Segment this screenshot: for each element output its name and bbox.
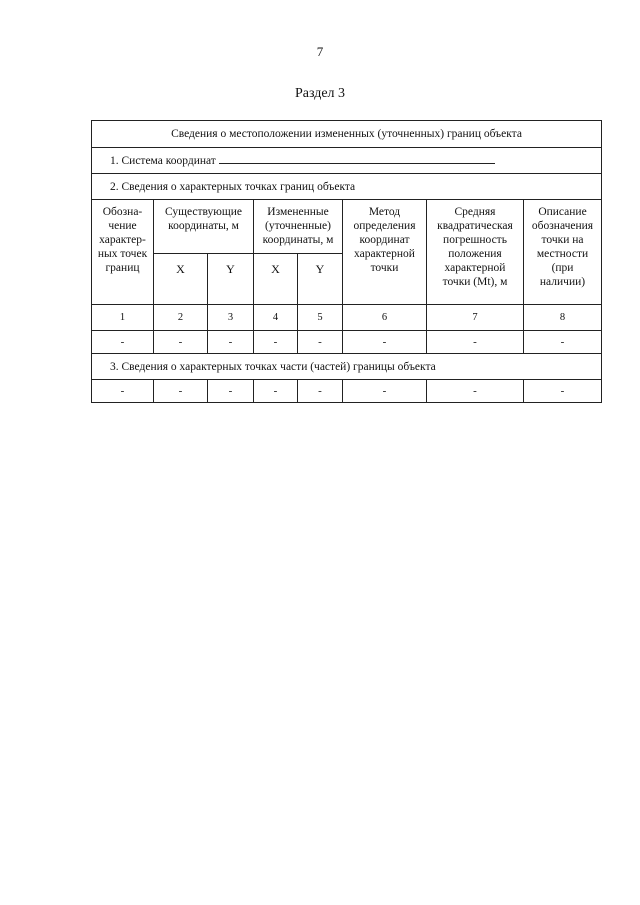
column-number: 1 [92, 305, 154, 331]
column-number: 4 [254, 305, 298, 331]
coordinate-system-row [92, 148, 602, 174]
table-cell: - [254, 380, 298, 403]
table-cell: - [154, 380, 208, 403]
table-row [92, 331, 602, 354]
table-cell: - [92, 331, 154, 354]
header-mean-error: Средняя квадратическая погрешность положения характерной точки (Mt), м [427, 200, 524, 305]
table-cell: - [254, 331, 298, 354]
subheader-changed-y: Y [298, 254, 343, 305]
page-number: 7 [316, 44, 324, 59]
column-number: 7 [427, 305, 524, 331]
header-changed-coordinates: Измененные (уточненные) координаты, м [254, 200, 343, 254]
section-title: Раздел 3 [294, 86, 346, 101]
table-cell: - [208, 380, 254, 403]
table-row [92, 380, 602, 403]
boundary-table [91, 120, 602, 403]
column-number: 5 [298, 305, 343, 331]
header-description: Описание обозначения точки на местности (при наличии) [524, 200, 602, 305]
header-method: Метод определения координат характерной точки [343, 200, 427, 305]
table-cell: - [298, 331, 343, 354]
table-cell: - [427, 380, 524, 403]
table-cell: - [343, 380, 427, 403]
table-title: Сведения о местоположении измененных (уточненных) границ объекта [92, 121, 602, 148]
table-cell: - [208, 331, 254, 354]
table-cell: - [524, 380, 602, 403]
column-number-row [92, 305, 602, 331]
coordinate-system-label: 1. Система координат [110, 155, 216, 167]
subheader-existing-x: X [154, 254, 208, 305]
column-number: 8 [524, 305, 602, 331]
header-existing-coordinates: Существующие координаты, м [154, 200, 254, 254]
subheader-existing-y: Y [208, 254, 254, 305]
coordinate-system-blank [219, 153, 495, 164]
table-cell: - [524, 331, 602, 354]
column-number: 6 [343, 305, 427, 331]
header-point-designation: Обозна- чение характер- ных точек границ [92, 200, 154, 305]
column-number: 3 [208, 305, 254, 331]
column-number: 2 [154, 305, 208, 331]
boundary-points-heading: 2. Сведения о характерных точках границ объекта [92, 174, 602, 200]
table-cell: - [298, 380, 343, 403]
table-cell: - [92, 380, 154, 403]
table-cell: - [154, 331, 208, 354]
subheader-changed-x: X [254, 254, 298, 305]
part-boundary-points-heading: 3. Сведения о характерных точках части (частей) границы объекта [92, 354, 602, 380]
table-cell: - [427, 331, 524, 354]
table-cell: - [343, 331, 427, 354]
